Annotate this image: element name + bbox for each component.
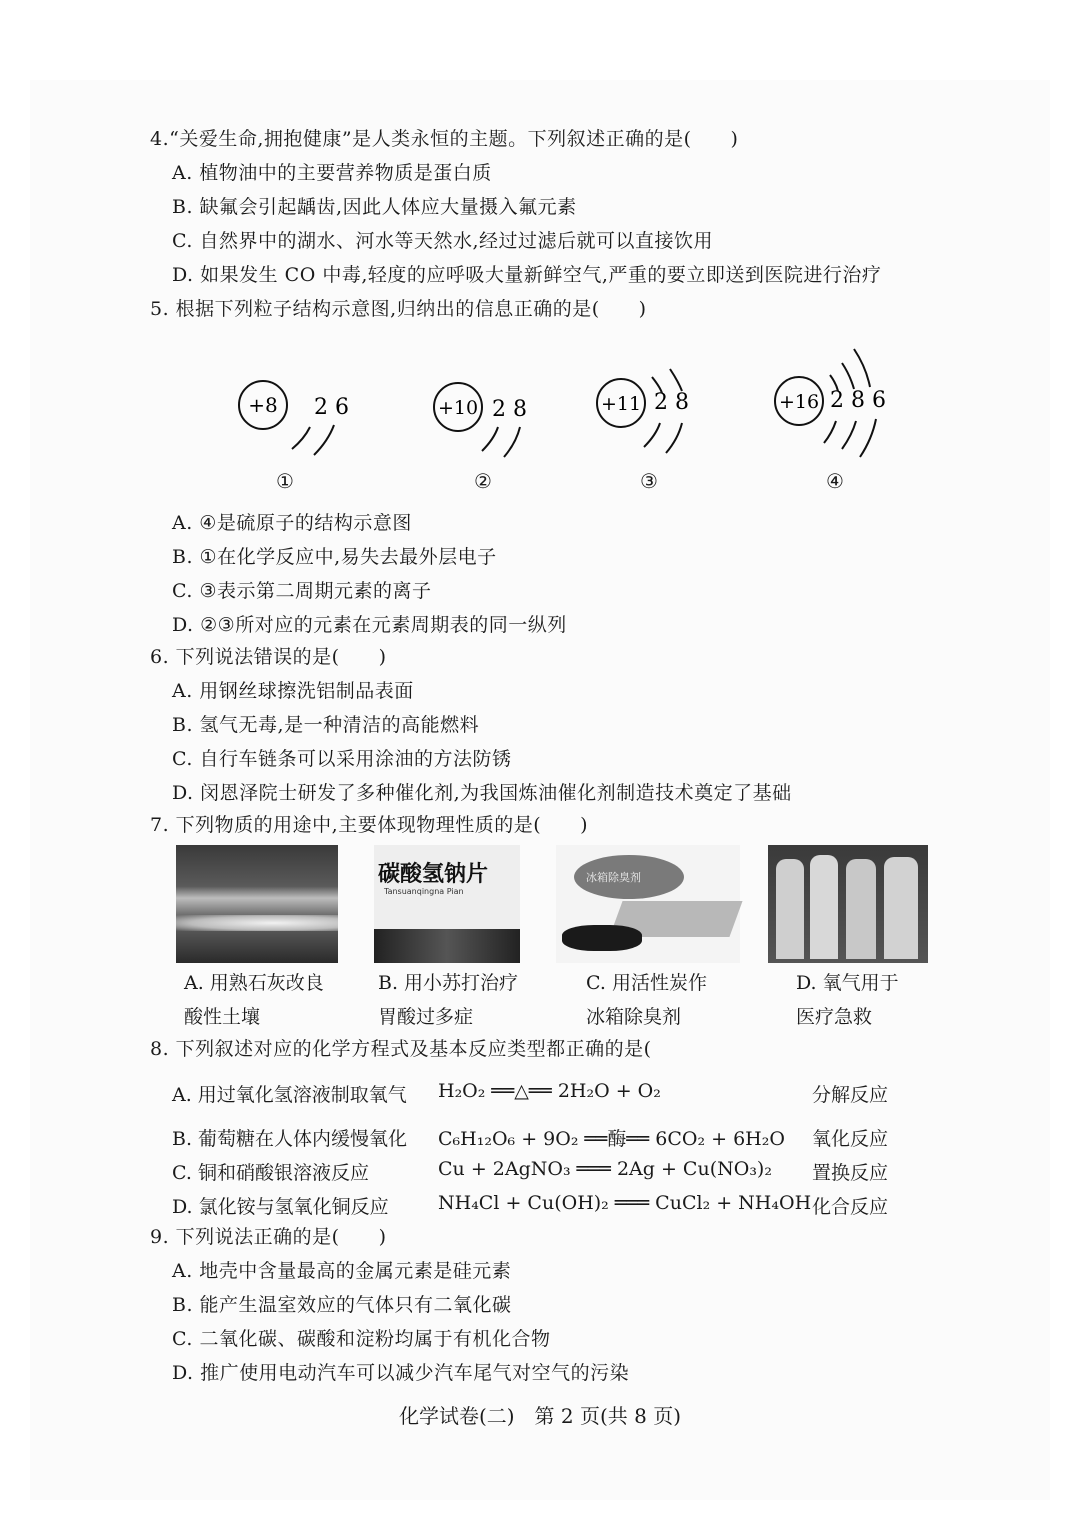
q6-option-c: C. 自行车链条可以采用涂油的方法防锈 xyxy=(172,748,512,770)
q9-option-a: A. 地壳中含量最高的金属元素是硅元素 xyxy=(172,1260,512,1282)
q9-option-c: C. 二氧化碳、碳酸和淀粉均属于有机化合物 xyxy=(172,1328,551,1350)
atom2-shells: 2 8 xyxy=(492,397,527,422)
atom-diagram-3 xyxy=(594,357,704,467)
q7-caption-c: C. 用活性炭作 冰箱除臭剂 xyxy=(586,972,707,1028)
q8-row-a-equation: H₂O₂ ══△══ 2H₂O + O₂ xyxy=(438,1080,661,1102)
q5-option-c: C. ③表示第二周期元素的离子 xyxy=(172,580,432,602)
q6-option-a: A. 用钢丝球擦洗铝制品表面 xyxy=(172,680,414,702)
q7-caption-d: D. 氧气用于 医疗急救 xyxy=(796,972,899,1028)
q8-row-a xyxy=(172,1080,912,1106)
q5-stem: 5. 根据下列粒子结构示意图,归纳出的信息正确的是( ) xyxy=(150,298,647,320)
q5-option-d: D. ②③所对应的元素在元素周期表的同一纵列 xyxy=(172,614,567,636)
carbon-bag-label: 冰箱除臭剂 xyxy=(586,871,641,884)
q8-row-c-desc: C. 铜和硝酸银溶液反应 xyxy=(172,1162,369,1184)
q8-row-b-equation: C₆H₁₂O₆ + 9O₂ ══酶══ 6CO₂ + 6H₂O xyxy=(438,1128,785,1150)
q5-option-a: A. ④是硫原子的结构示意图 xyxy=(172,512,412,534)
q8-row-d-equation: NH₄Cl + Cu(OH)₂ ═══ CuCl₂ + NH₄OH xyxy=(438,1192,812,1214)
q4-option-c: C. 自然界中的湖水、河水等天然水,经过过滤后就可以直接饮用 xyxy=(172,230,713,252)
atom2-nucleus: +10 xyxy=(437,397,479,419)
atom1-nucleus: +8 xyxy=(248,393,278,417)
particle-diagrams xyxy=(0,355,1080,495)
atom4-label: ④ xyxy=(826,469,844,493)
atom1-label: ① xyxy=(276,469,294,493)
q8-row-b-type: 氧化反应 xyxy=(812,1128,889,1150)
atom3-nucleus: +11 xyxy=(600,393,642,415)
q4-stem: 4.“关爱生命,拥抱健康”是人类永恒的主题。下列叙述正确的是( ) xyxy=(150,128,739,150)
atom-diagram-1 xyxy=(230,375,360,465)
q8-row-c-equation: Cu + 2AgNO₃ ═══ 2Ag + Cu(NO₃)₂ xyxy=(438,1158,772,1180)
page-footer: 化学试卷(二) 第 2 页(共 8 页) xyxy=(398,1404,682,1428)
tablet-box-title: 碳酸氢钠片 xyxy=(378,862,489,887)
q6-option-b: B. 氢气无毒,是一种清洁的高能燃料 xyxy=(172,714,480,736)
q8-row-c-type: 置换反应 xyxy=(812,1162,889,1184)
q4-option-b: B. 缺氟会引起龋齿,因此人体应大量摄入氟元素 xyxy=(172,196,577,218)
tablet-box-subtitle: Tansuanqingna Pian xyxy=(384,887,464,896)
q8-row-b xyxy=(172,1124,912,1150)
atom4-nucleus: +16 xyxy=(778,391,820,413)
q9-stem: 9. 下列说法正确的是( ) xyxy=(150,1226,387,1248)
photo-baking-soda-tablets xyxy=(374,845,520,963)
q9-option-d: D. 推广使用电动汽车可以减少汽车尾气对空气的污染 xyxy=(172,1362,630,1384)
q6-stem: 6. 下列说法错误的是( ) xyxy=(150,646,387,668)
q8-row-d xyxy=(172,1192,912,1218)
q8-row-a-type: 分解反应 xyxy=(812,1084,889,1106)
q7-stem: 7. 下列物质的用途中,主要体现物理性质的是( ) xyxy=(150,814,589,836)
q9-option-b: B. 能产生温室效应的气体只有二氧化碳 xyxy=(172,1294,512,1316)
atom2-label: ② xyxy=(474,469,492,493)
atom-diagram-2 xyxy=(430,377,560,467)
q8-row-d-type: 化合反应 xyxy=(812,1196,889,1218)
atom3-label: ③ xyxy=(640,469,658,493)
atom-diagram-4 xyxy=(774,335,904,465)
q4-option-a: A. 植物油中的主要营养物质是蛋白质 xyxy=(172,162,492,184)
q4-option-d: D. 如果发生 CO 中毒,轻度的应呼吸大量新鲜空气,严重的要立即送到医院进行治疗 xyxy=(172,264,882,286)
atom3-shells: 2 8 xyxy=(654,390,689,415)
atom4-shells: 2 8 6 xyxy=(830,388,886,413)
atom1-shells: 2 6 xyxy=(314,395,349,420)
q8-stem: 8. 下列叙述对应的化学方程式及基本反应类型都正确的是( xyxy=(150,1038,652,1060)
q8-row-d-desc: D. 氯化铵与氢氧化铜反应 xyxy=(172,1196,389,1218)
photo-oxygen-cylinders xyxy=(768,845,928,963)
q7-caption-a: A. 用熟石灰改良 酸性土壤 xyxy=(184,972,324,1028)
q8-row-c xyxy=(172,1158,912,1184)
photo-activated-carbon xyxy=(556,845,740,963)
photo-lime-field xyxy=(176,845,338,963)
q6-option-d: D. 闵恩泽院士研发了多种催化剂,为我国炼油催化剂制造技术奠定了基础 xyxy=(172,782,792,804)
q8-row-b-desc: B. 葡萄糖在人体内缓慢氧化 xyxy=(172,1128,408,1150)
q5-option-b: B. ①在化学反应中,易失去最外层电子 xyxy=(172,546,497,568)
q8-row-a-desc: A. 用过氧化氢溶液制取氧气 xyxy=(172,1084,407,1106)
q7-caption-b: B. 用小苏打治疗 胃酸过多症 xyxy=(378,972,519,1028)
